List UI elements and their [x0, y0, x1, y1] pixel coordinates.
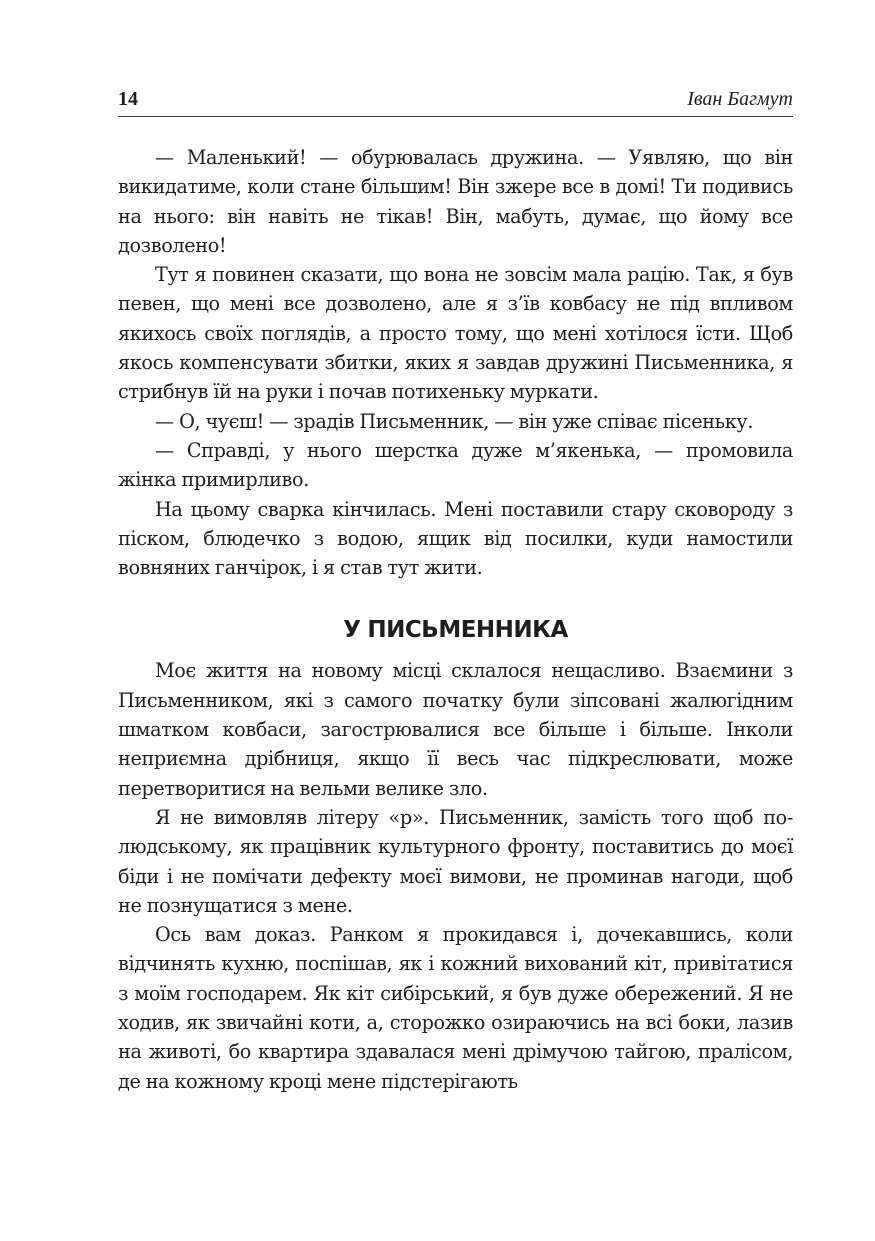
body-text: [118, 143, 793, 1096]
paragraph: — Справді, у нього шерстка дуже м’якенька, — промовила жінка примирливо.: [118, 438, 793, 492]
author-name: Іван Багмут: [687, 88, 793, 110]
paragraph: — О, чуєш! — зрадів Письменник, — він уже співає пісеньку.: [155, 409, 754, 433]
paragraph: Моє життя на новому місці склалося нещасливо. Взаємини з Письменником, які з самого початку були зіпсовані жалюгідним шматком ковбаси, загострювалися все більше і більше. Інколи неприємна дрібниця, якщо її весь час підкреслювати, може перетворитися на вельми велике зло.: [118, 659, 793, 800]
page-number: 14: [118, 88, 138, 110]
paragraph: Тут я повинен сказати, що вона не зовсім мала рацію. Так, я був певен, що мені все дозволено, але я з’їв ковбасу не під впливом якихось своїх поглядів, а просто тому, що мені хотілося їсти. Щоб якось компенсувати збитки, яких я завдав дружині Письменника, я стрибнув їй на руки і почав потихеньку муркати.: [118, 263, 793, 404]
chapter-title: У ПИСЬМЕННИКА: [343, 617, 568, 644]
running-header: [118, 86, 793, 117]
paragraph: Я не вимовляв літеру «р». Письменник, замість того щоб по-людському, як працівник культурного фронту, поставитись до моєї біди і не помічати дефекту моєї вимови, не проминав нагоди, щоб не познущатися з мене.: [118, 805, 793, 917]
paragraph: — Маленький! — обурювалась дружина. — Уявляю, що він викидатиме, коли стане більшим! Він зжере все в домі! Ти подивись на нього: він навіть не тікав! Він, мабуть, думає, що йому все дозволено!: [118, 146, 793, 257]
paragraph: На цьому сварка кінчилась. Мені поставили стару сковороду з піском, блюдечко з водою, ящик від посилки, куди намостили вовняних ганчірок, і я став тут жити.: [118, 497, 793, 580]
paragraph: Ось вам доказ. Ранком я прокидався і, дочекавшись, коли відчинять кухню, поспішав, як і кожний вихований кіт, привітатися з моїм господарем. Як кіт сибірський, я був дуже обережений. Я не ходив, як звичайні коти, а, сторожко озираючись на всі боки, лазив на животі, бо квартира здавалася мені дрімучою тайгою, пралісом, де на кожному кроці мене підстерігають: [118, 923, 793, 1093]
book-page: [118, 86, 793, 1096]
